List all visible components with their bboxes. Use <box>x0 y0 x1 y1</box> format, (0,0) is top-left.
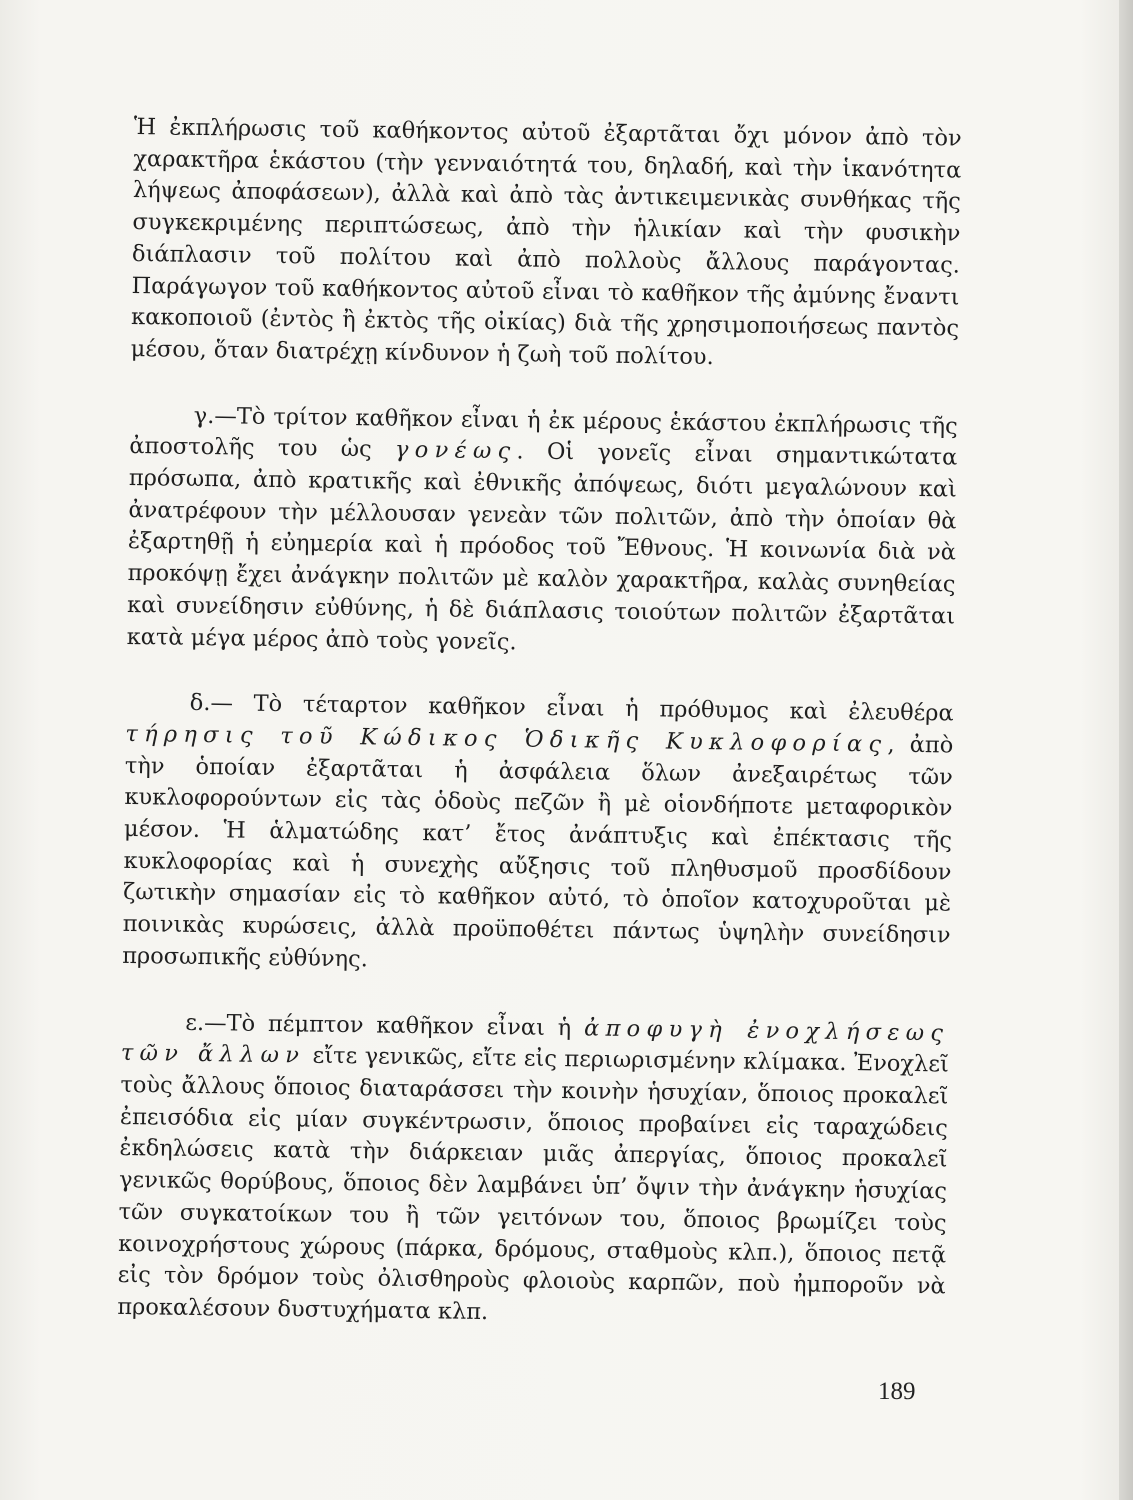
page-edge-shadow <box>1119 0 1133 1500</box>
body-text <box>117 112 962 1335</box>
paragraph-text: εἴτε γενικῶς, εἴτε εἰς περιωρισμένην κλίμακα. Ἐνοχλεῖ τοὺς ἄλλους ὅποιος διαταράσσει τὴν κοινὴν ἡσυχίαν, ὅποιος προκαλεῖ ἐπεισόδια εἰς μίαν συγκέντρωσιν, ὅποιος προβαίνει εἰς ταραχώδεις ἐκδηλώσεις κατὰ τὴν διάρκειαν μιᾶς ἀπεργίας, ὅποιος προκαλεῖ γενικῶς θορύβους, ὅποιος δὲν λαμβάνει ὑπ’ ὄψιν τὴν ἀνάγκην ἡσυχίας τῶν συγκατοίκων του ἢ τῶν γειτόνων του, ὅποιος βρωμίζει τοὺς κοινοχρήστους χώρους (πάρκα, δρόμους, σταθμοὺς κλπ.), ὅποιος πετᾷ εἰς τὸν δρόμον τοὺς ὀλισθηροὺς φλοιοὺς καρπῶν, ποὺ ἠμποροῦν νὰ προκαλέσουν δυστυχήματα κλπ. <box>117 1042 949 1325</box>
paragraph-delta <box>122 687 954 984</box>
paragraph-intro <box>130 112 961 377</box>
paragraph-text: , ἀπὸ τὴν ὁποίαν ἐξαρτᾶται ἡ ἀσφάλεια ὅλων ἀνεξαιρέτως τῶν κυκλοφορούντων εἰς τὰς ὁδοὺς πεζῶν ἢ μὲ οἱονδήποτε μεταφορικὸν μέσον. Ἡ ἁλματώδης κατ’ ἔτος ἀνάπτυξις καὶ ἐπέκτασις τῆς κυκλοφορίας καὶ ἡ συνεχὴς αὔξησις τοῦ πληθυσμοῦ προσδίδουν ζωτικὴν σημασίαν εἰς τὸ καθῆκον αὐτό, τὸ ὁποῖον κατοχυροῦται μὲ ποινικὰς κυρώσεις, ἀλλὰ προϋποθέτει πάντως ὑψηλὴν συνείδησιν προσωπικῆς εὐθύνης. <box>122 731 954 973</box>
paragraph-text: δ.— Τὸ τέταρτον καθῆκον εἶναι ἡ πρόθυμος καὶ ἐλευθέρα <box>189 690 954 727</box>
page-number: 189 <box>878 1378 916 1405</box>
emphasized-term: ἀποφυγὴ ἐνοχλήσεως τῶν ἄλλων <box>120 1014 950 1069</box>
paragraph-text: Ἡ ἐκπλήρωσις τοῦ καθήκοντος αὐτοῦ ἐξαρτᾶται ὄχι μόνον ἀπὸ τὸν χαρακτῆρα ἑκάστου (τὴν γενναιότητά του, δηλαδή, καὶ τὴν ἱκανότητα λήψεως ἀποφάσεων), ἀλλὰ καὶ ἀπὸ τὰς ἀντικειμενικὰς συνθήκας τῆς συγκεκριμένης περιπτώσεως, ἀπὸ τὴν ἡλικίαν καὶ τὴν φυσικὴν διάπλασιν τοῦ πολίτου καὶ ἀπὸ πολλοὺς ἄλλους παράγοντας. Παράγωγον τοῦ καθήκοντος αὐτοῦ εἶναι τὸ καθῆκον τῆς ἀμύνης ἔναντι κακοποιοῦ (ἐντὸς ἢ ἐκτὸς τῆς οἰκίας) διὰ τῆς χρησιμοποιήσεως παντὸς μέσου, ὅταν διατρέχῃ κίνδυνον ἡ ζωὴ τοῦ πολίτου. <box>130 113 962 371</box>
paragraph-text: ε.—Τὸ πέμπτον καθῆκον εἶναι ἡ <box>185 1009 585 1041</box>
paragraph-text: γ.—Τὸ τρίτον καθῆκον εἶναι ἡ ἐκ μέρους ἑκάστου ἐκπλήρωσις τῆς ἀποστολῆς του ὡς <box>129 402 958 464</box>
emphasized-term: γονέως <box>394 437 517 465</box>
emphasized-term: τήρησις τοῦ Κώδικος Ὁδικῆς Κυκλοφορίας <box>125 720 888 758</box>
paragraph-text: . Οἱ γονεῖς εἶναι σημαντικώτατα πρόσωπα, ἀπὸ κρατικῆς καὶ ἐθνικῆς ἀπόψεως, διότι μεγαλώνουν καὶ ἀνατρέφουν τὴν μέλλουσαν γενεὰν τῶν πολιτῶν, ἀπὸ τὴν ὁποίαν θὰ ἐξαρτηθῇ ἡ εὐημερία καὶ ἡ πρόοδος τοῦ Ἔθνους. Ἡ κοινωνία διὰ νὰ προκόψῃ ἔχει ἀνάγκην πολιτῶν μὲ καλὸν χαρακτῆρα, καλὰς συνηθείας καὶ συνείδησιν εὐθύνης, ἡ δὲ διάπλασις τοιούτων πολιτῶν ἐξαρτᾶται κατὰ μέγα μέρος ἀπὸ τοὺς γονεῖς. <box>126 438 958 655</box>
paragraph-epsilon <box>117 1006 949 1335</box>
paragraph-gamma <box>126 400 957 665</box>
